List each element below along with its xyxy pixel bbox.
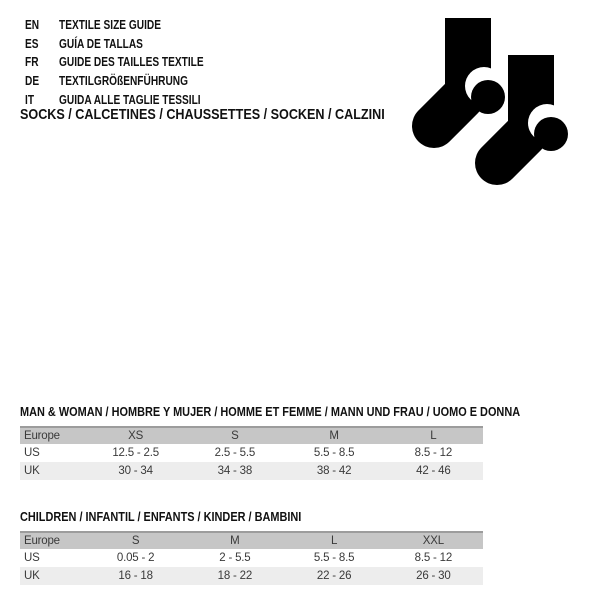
children-title: CHILDREN / INFANTIL / ENFANTS / KINDER / BAMBINI	[20, 509, 302, 524]
size-cell: 5.5 - 8.5	[313, 447, 355, 459]
size-cell: 8.5 - 12	[414, 552, 453, 564]
size-cell: 22 - 26	[316, 570, 352, 582]
product-category-title: SOCKS / CALCETINES / CHAUSSETTES / SOCKEN / CALZINI	[20, 106, 385, 123]
row-label: UK	[24, 465, 40, 477]
size-cell: 5.5 - 8.5	[313, 552, 355, 564]
row-label: UK	[24, 570, 40, 582]
column-header-xs: XS	[86, 427, 185, 444]
column-header-m: M	[285, 427, 384, 444]
column-header-s: S	[185, 427, 284, 444]
language-code: EN	[25, 16, 40, 32]
column-header-l: L	[384, 427, 483, 444]
size-cell: 2.5 - 5.5	[214, 447, 256, 459]
language-label: GUIDE DES TAILLES TEXTILE	[59, 54, 204, 70]
language-code: DE	[25, 72, 40, 88]
table-row-us	[20, 549, 483, 567]
man-woman-section	[20, 404, 521, 480]
column-header-s: S	[86, 532, 185, 549]
column-header-xxl: XXL	[384, 532, 483, 549]
table-row-us	[20, 444, 483, 462]
size-cell: 26 - 30	[416, 570, 451, 582]
language-list	[25, 15, 244, 108]
table-header-row	[20, 532, 483, 549]
language-row-es	[25, 34, 244, 53]
column-header-europe: Europe	[20, 532, 86, 549]
language-row-en	[25, 15, 244, 34]
language-row-fr	[25, 52, 244, 71]
column-header-m: M	[185, 532, 284, 549]
size-cell: 18 - 22	[217, 570, 253, 582]
column-header-europe: Europe	[20, 427, 86, 444]
size-cell: 38 - 42	[316, 465, 352, 477]
row-label: US	[24, 552, 40, 564]
size-cell: 16 - 18	[118, 570, 153, 582]
size-cell: 34 - 38	[217, 465, 253, 477]
children-size-table	[20, 531, 483, 585]
column-header-l: L	[285, 532, 384, 549]
language-label: GUIDA ALLE TAGLIE TESSILI	[59, 91, 201, 107]
size-cell: 12.5 - 2.5	[112, 447, 159, 459]
socks-icon	[400, 0, 580, 200]
table-row-uk	[20, 567, 483, 585]
language-label: TEXTILE SIZE GUIDE	[59, 16, 161, 32]
language-label: GUÍA DE TALLAS	[59, 35, 143, 51]
table-header-row	[20, 427, 483, 444]
language-code: ES	[25, 35, 39, 51]
table-row-uk	[20, 462, 483, 480]
size-cell: 8.5 - 12	[414, 447, 453, 459]
language-label: TEXTILGRÖßENFÜHRUNG	[59, 72, 189, 88]
man-woman-title: MAN & WOMAN / HOMBRE Y MUJER / HOMME ET FEMME / MANN UND FRAU / UOMO E DONNA	[20, 404, 521, 419]
sock-left	[434, 18, 505, 126]
size-cell: 42 - 46	[416, 465, 451, 477]
language-row-de	[25, 71, 244, 90]
language-code: FR	[25, 54, 39, 70]
row-label: US	[24, 447, 40, 459]
sock-right	[497, 55, 568, 163]
language-code: IT	[25, 91, 35, 107]
size-cell: 0.05 - 2	[116, 552, 155, 564]
size-cell: 2 - 5.5	[219, 552, 251, 564]
children-section	[20, 509, 483, 585]
size-cell: 30 - 34	[118, 465, 153, 477]
man-woman-size-table	[20, 426, 483, 480]
